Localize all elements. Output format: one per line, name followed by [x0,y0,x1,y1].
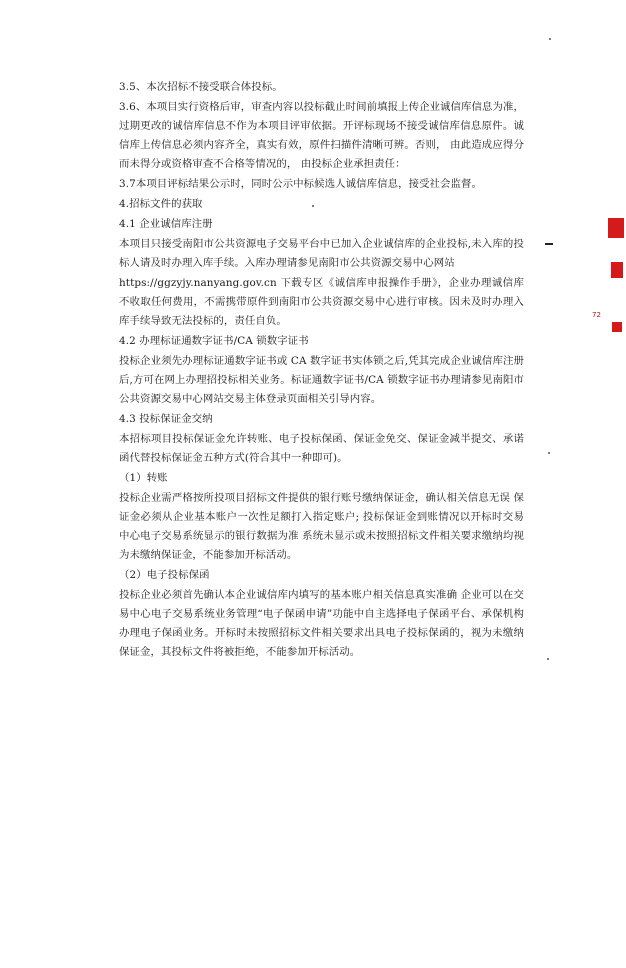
item-2-body: 投标企业必须首先确认本企业诚信库内填写的基本账户相关信息真实准确 企业可以在交易中心电子交易系统业务管理“电子保函申请”功能中自主选择电子保函平台、承保机构办理电子保函业务。开标时未按照招标文件相关要求出具电子投标保函的，视为未缴纳保证金，其投标文件将被拒绝，不能参加开标活动。 [119,589,524,658]
clause-3-7: 3.7本项目评标结果公示时，同时公示中标候选人诚信库信息，接受社会监督。 [119,178,483,190]
item-1-heading: （1）转账 [119,472,168,484]
section-4-3-body: 本招标项目投标保证金允许转账、电子投标保函、保证金免交、保证金减半提交、承诺函代替投标保证金五种方式(符合其中一种即可)。 [119,433,524,464]
item-2-heading: （2）电子投标保函 [119,569,210,581]
section-4-heading: 4.招标文件的获取 [119,198,203,210]
section-4-3-heading: 4.3 投标保证金交纳 [119,413,213,425]
scan-dot [312,205,314,207]
clause-3-6: 3.6、本项目实行资格后审，审查内容以投标截止时间前填报上传企业诚信库信息为准，过期更改的诚信库信息不作为本项目评审依据。开评标现场不接受诚信库信息原件。诚信库上传信息必须内容齐全，真实有效，原件扫描件清晰可辨。否则， 由此造成应得分而未得分或资格审查不合格等情况的， 由投标企业承担责任： [119,101,524,170]
document-body [119,78,524,662]
section-4-1-body: 本项目只接受南阳市公共资源电子交易平台中已加入企业诚信库的企业投标,未入库的投标人请及时办理入库手续。入库办理请参见南阳市公共资源交易中心网站 [119,238,524,269]
section-4-1-heading: 4.1 企业诚信库注册 [119,218,213,230]
section-4-2-heading: 4.2 办理标证通数字证书/CA 锁数字证书 [119,335,309,347]
stamp-edge-mark-middle [611,262,623,278]
item-1-body: 投标企业需严格按所投项目招标文件提供的银行账号缴纳保证金，确认相关信息无误 保证金必须从企业基本账户一次性足额打入指定账户; 投标保证金到账情况以开标时交易中心电子交易系统显示的银行数据为准 系统未显示或未按照招标文件相关要求缴纳均视为未缴纳保证金，不能参加开标活动。 [119,492,524,561]
scan-dot [548,452,550,454]
scan-dot [547,658,549,660]
clause-3-5: 3.5、本次招标不接受联合体投标。 [119,81,283,93]
section-4-2-body: 投标企业须先办理标证通数字证书或 CA 数字证书实体锁之后,凭其完成企业诚信库注册后,方可在网上办理招投标相关业务。标证通数字证书/CA 锁数字证书办理请参见南阳市公共资源交易中心网站交易主体登录页面相关引导内容。 [119,355,524,405]
stamp-edge-mark-bottom [612,322,622,332]
stamp-edge-mark-top [608,218,624,238]
scan-dot [549,38,551,40]
margin-mark [545,243,553,245]
page-edge-number: 72 [592,311,601,319]
section-4-1-body-url: https://ggzyjy.nanyang.gov.cn 下载专区《诚信库申报操作手册》，企业办理诚信库不收取任何费用，不需携带原件到南阳市公共资源交易中心进行审核。因未及时办理入库手续导致无法投标的，责任自负。 [119,277,524,327]
